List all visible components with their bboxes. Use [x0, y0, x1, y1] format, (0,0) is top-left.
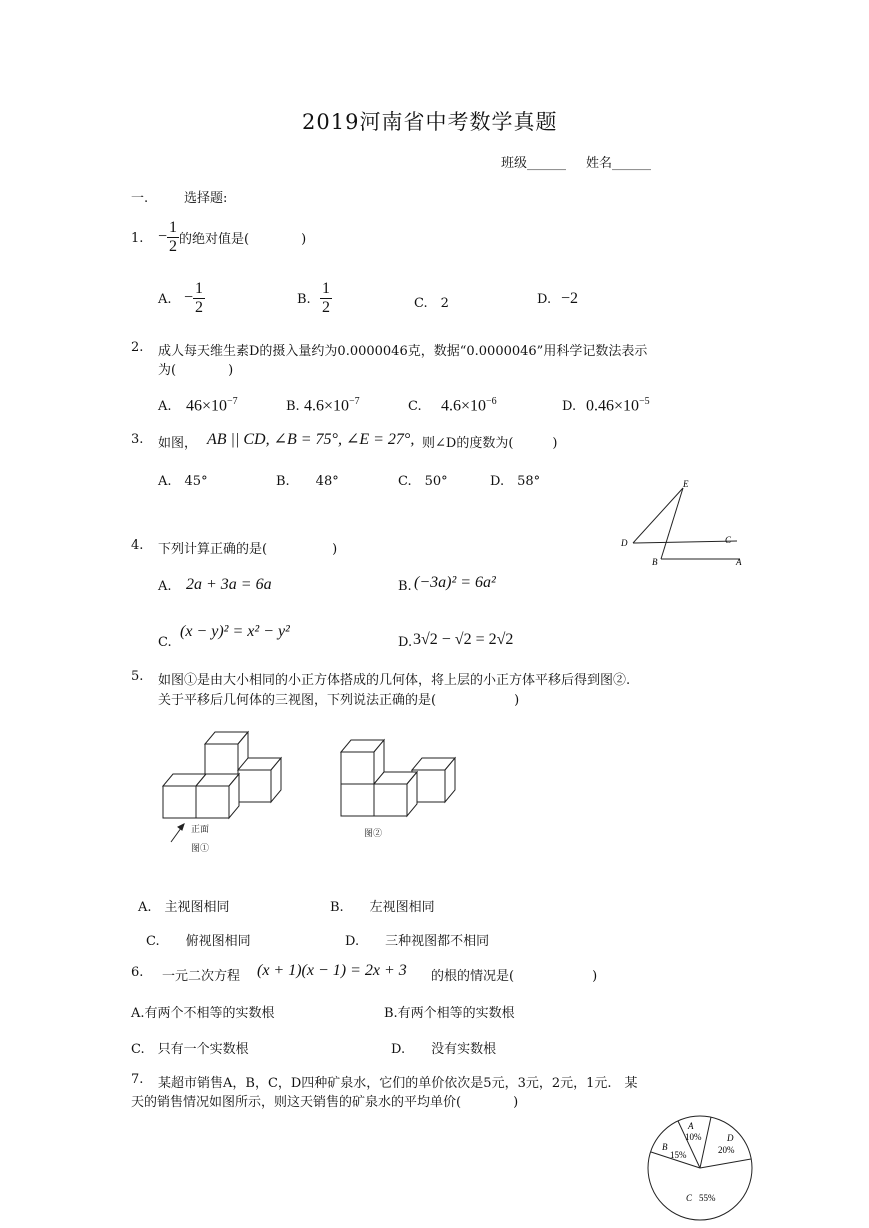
- q6-prefix: 一元二次方程: [162, 969, 241, 984]
- q2-c-exp: −6: [486, 396, 497, 407]
- q1-b-den: 2: [322, 299, 330, 316]
- q1-b-num: 1: [322, 280, 330, 297]
- pie-label-a: A: [688, 1121, 694, 1131]
- q5-option-b: B. 左视图相同: [330, 900, 435, 915]
- q3-option-d: D. 58°: [490, 474, 541, 489]
- q1-option-a-label: A.: [158, 292, 172, 307]
- front-label: 正面: [191, 824, 210, 834]
- q1-text: 的绝对值是( ): [179, 232, 307, 247]
- q4-option-c-value: (x − y)² = x² − y²: [180, 623, 290, 640]
- pie-label-d: D: [727, 1133, 734, 1143]
- q3-suffix: 则∠D的度数为( ): [422, 436, 558, 451]
- label-a: A: [736, 557, 742, 567]
- q1-a-frac: [193, 280, 205, 317]
- q3-option-a: A. 45°: [158, 474, 208, 489]
- q4-option-a-label: A.: [158, 579, 172, 594]
- q7-number: 7.: [131, 1072, 144, 1087]
- q1-number: 1.: [131, 231, 144, 246]
- pie-label-c: C: [686, 1193, 693, 1203]
- q1-frac-num: 1: [169, 219, 178, 236]
- q1-minus: −: [158, 228, 168, 245]
- q1-a-den: 2: [195, 299, 204, 316]
- q4-number: 4.: [131, 538, 144, 553]
- q4-option-b-label: B.: [398, 579, 412, 594]
- line-eb: [661, 488, 683, 559]
- q2-option-a-value: [186, 396, 238, 415]
- line-dc: [633, 541, 737, 543]
- cube2-upper-front: [341, 752, 374, 784]
- q1-option-c: C. 2: [414, 296, 449, 311]
- q4-option-c-label: C.: [158, 635, 172, 650]
- q1-frac-den: 2: [169, 238, 178, 255]
- q2-line2: 为( ): [158, 363, 234, 378]
- pie-value-b: 15%: [670, 1150, 687, 1160]
- figure-1-caption: 图①: [191, 843, 210, 853]
- cube-top-front: [205, 744, 238, 776]
- cube-mid-front: [196, 786, 229, 818]
- q6-option-d: D. 没有实数根: [391, 1042, 497, 1057]
- q3-option-b: B. 48°: [276, 474, 339, 489]
- q6-suffix: 的根的情况是( ): [431, 969, 598, 984]
- q1-fraction: [167, 219, 179, 256]
- q5-figure-1: [158, 726, 288, 858]
- q2-option-b-value: [304, 396, 360, 415]
- q5-option-d: D. 三种视图都不相同: [345, 934, 490, 949]
- q2-line1: 成人每天维生素D的摄入量约为0.0000046克，数据“0.0000046”用科学记数法表示: [158, 344, 648, 359]
- q5-line1: 如图①是由大小相同的小正方体搭成的几何体，将上层的小正方体平移后得到图②.: [158, 673, 631, 688]
- q4-option-a-value: 2a + 3a = 6a: [186, 576, 272, 593]
- q2-option-c-label: C.: [408, 399, 422, 414]
- q5-figure-2: [336, 736, 460, 842]
- q4-option-d-value: 3√2 − √2 = 2√2: [413, 631, 514, 648]
- pie-value-c: 55%: [699, 1193, 716, 1203]
- q3-prefix: 如图，: [158, 436, 198, 451]
- q6-option-c: C. 只有一个实数根: [131, 1042, 249, 1057]
- q2-option-d-value: [586, 396, 650, 415]
- q5-line2: 关于平移后几何体的三视图，下列说法正确的是( ): [158, 693, 520, 708]
- q2-option-a-label: A.: [158, 399, 172, 414]
- cube-left-front: [163, 786, 196, 818]
- pie-label-b: B: [662, 1142, 668, 1152]
- q1-option-b-label: B.: [297, 292, 311, 307]
- label-b: B: [652, 557, 658, 567]
- cube2-left-front: [341, 784, 374, 816]
- label-e: E: [683, 479, 689, 489]
- section-title: 选择题:: [184, 191, 228, 206]
- q4-option-b-value: (−3a)² = 6a²: [414, 574, 496, 591]
- line-de: [633, 488, 683, 543]
- page-title: 2019河南省中考数学真题: [302, 110, 558, 134]
- q3-condition: AB || CD, ∠B = 75°, ∠E = 27°,: [207, 431, 415, 448]
- q1-option-a-value: [184, 280, 205, 317]
- label-c: C: [725, 535, 732, 545]
- q1-option-b-value: [320, 280, 332, 317]
- pie-value-a: 10%: [685, 1132, 702, 1142]
- q2-d-exp: −5: [639, 396, 650, 407]
- q1-a-num: 1: [195, 280, 204, 297]
- section-number: 一.: [131, 191, 149, 206]
- q2-number: 2.: [131, 340, 144, 355]
- q6-option-a: A.有两个不相等的实数根: [131, 1006, 275, 1021]
- q2-b-base: 4.6×10: [304, 397, 350, 415]
- cube-right-front: [238, 770, 271, 802]
- q2-d-base: 0.46×10: [586, 397, 640, 415]
- q5-option-a: A. 主视图相同: [138, 900, 230, 915]
- q2-option-d-label: D.: [562, 399, 577, 414]
- name-field-label: 姓名______: [586, 156, 652, 171]
- q6-equation: (x + 1)(x − 1) = 2x + 3: [257, 962, 407, 979]
- q1-a-minus: −: [184, 289, 194, 306]
- q3-option-c: C. 50°: [398, 474, 448, 489]
- q1-option-d-label: D.: [537, 292, 552, 307]
- q4-stem: 下列计算正确的是( ): [158, 542, 338, 557]
- front-arrow-head: [178, 824, 184, 830]
- q1-option-d-value: −2: [561, 290, 579, 307]
- label-d: D: [621, 538, 628, 548]
- q6-option-b: B.有两个相等的实数根: [384, 1006, 515, 1021]
- q7-line1: 某超市销售A，B，C，D四种矿泉水，它们的单价依次是5元，3元，2元，1元. 某: [158, 1076, 638, 1091]
- q4-option-d-label: D.: [398, 635, 413, 650]
- cube2-mid-front: [374, 784, 407, 816]
- q7-line2: 天的销售情况如图所示，则这天销售的矿泉水的平均单价( ): [131, 1095, 519, 1110]
- q1-stem: [158, 219, 306, 256]
- q3-number: 3.: [131, 432, 144, 447]
- q5-number: 5.: [131, 669, 144, 684]
- q2-b-exp: −7: [349, 396, 360, 407]
- q2-option-b-label: B.: [286, 399, 300, 414]
- q2-a-base: 46×10: [186, 397, 228, 415]
- pie-value-d: 20%: [718, 1145, 735, 1155]
- q2-a-exp: −7: [227, 396, 238, 407]
- q5-option-c: C. 俯视图相同: [146, 934, 251, 949]
- q7-pie-chart: [644, 1112, 756, 1224]
- q1-b-frac: [320, 280, 332, 317]
- q3-geometry-figure: [615, 476, 750, 570]
- q2-c-base: 4.6×10: [441, 397, 487, 415]
- class-field-label: 班级______: [501, 156, 567, 171]
- q2-option-c-value: [441, 396, 497, 415]
- q6-number: 6.: [131, 965, 144, 980]
- figure-2-caption: 图②: [364, 828, 383, 838]
